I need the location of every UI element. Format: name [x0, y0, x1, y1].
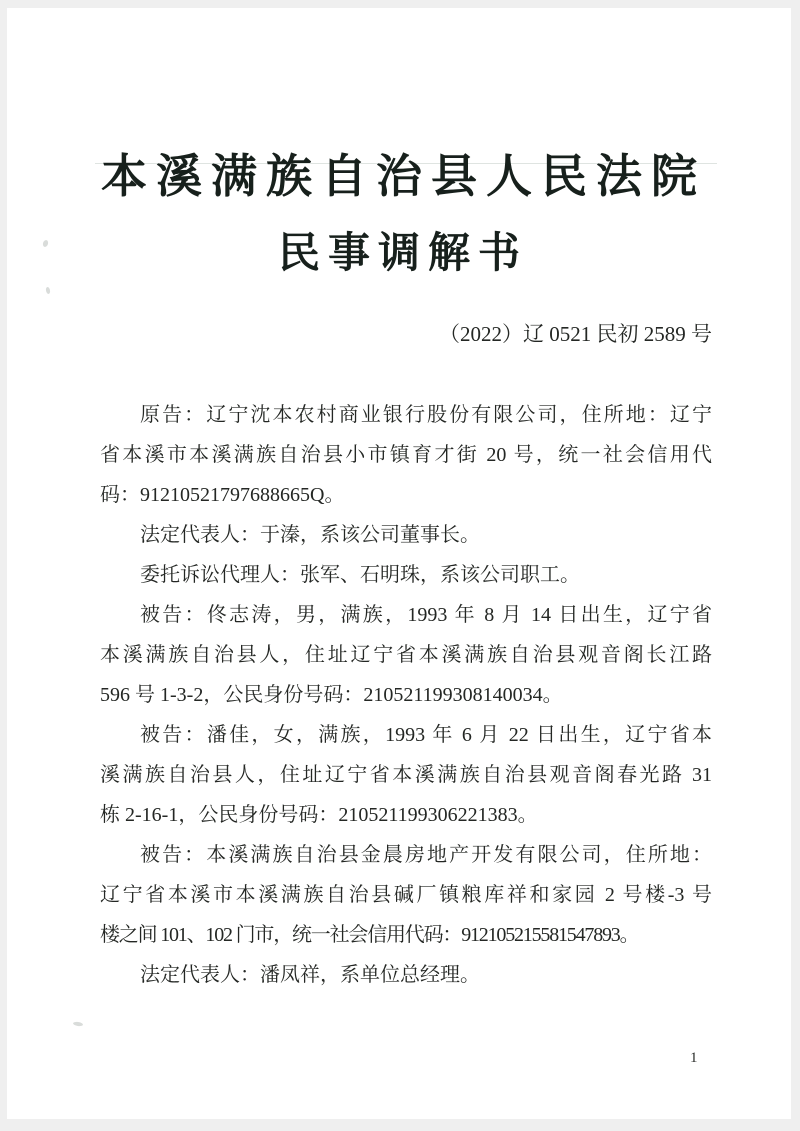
body-line-plaintiff: 原告：辽宁沈本农村商业银行股份有限公司，住所地：辽宁 — [140, 404, 712, 426]
body-line-defendant-3: 被告：本溪满族自治县金晨房地产开发有限公司，住所地： — [140, 844, 712, 866]
body-line-defendant-2: 被告：潘佳，女，满族，1993 年 6 月 22 日出生，辽宁省本 — [140, 724, 712, 746]
body-line-plaintiff: 省本溪市本溪满族自治县小市镇育才街 20 号，统一社会信用代 — [100, 444, 712, 466]
body-line-defendant-1: 596 号 1-3-2，公民身份号码：210521199308140034。 — [100, 684, 563, 706]
document-page — [7, 8, 791, 1119]
body-line-defendant-3: 楼之间 101、102 门市，统一社会信用代码：912105215581547893。 — [100, 924, 639, 946]
body-line-plaintiff: 码：91210521797688665Q。 — [100, 484, 345, 506]
document-body — [100, 395, 712, 995]
body-line-agents: 委托诉讼代理人：张军、石明珠，系该公司职工。 — [140, 564, 580, 586]
scan-artifact-mark — [45, 287, 50, 295]
body-line-defendant-2: 栋 2-16-1，公民身份号码：210521199306221383。 — [100, 804, 538, 826]
body-line-defendant-3: 辽宁省本溪市本溪满族自治县碱厂镇粮库祥和家园 2 号楼-3 号 — [100, 884, 712, 906]
scan-artifact-mark — [73, 1021, 83, 1026]
body-line-legal-rep: 法定代表人：于溱，系该公司董事长。 — [140, 524, 480, 546]
case-number: （2022）辽 0521 民初 2589 号 — [439, 322, 712, 346]
page-number: 1 — [690, 1050, 698, 1066]
body-line-defendant-1: 被告：佟志涛，男，满族，1993 年 8 月 14 日出生，辽宁省 — [140, 604, 712, 626]
body-line-defendant-2: 溪满族自治县人，住址辽宁省本溪满族自治县观音阁春光路 31 — [100, 764, 712, 786]
document-type-title: 民事调解书 — [277, 231, 528, 277]
body-line-defendant-1: 本溪满族自治县人，住址辽宁省本溪满族自治县观音阁长江路 — [100, 644, 712, 666]
court-name-title: 本溪满族自治县人民法院 — [101, 151, 706, 202]
body-line-legal-rep-2: 法定代表人：潘凤祥，系单位总经理。 — [140, 964, 480, 986]
